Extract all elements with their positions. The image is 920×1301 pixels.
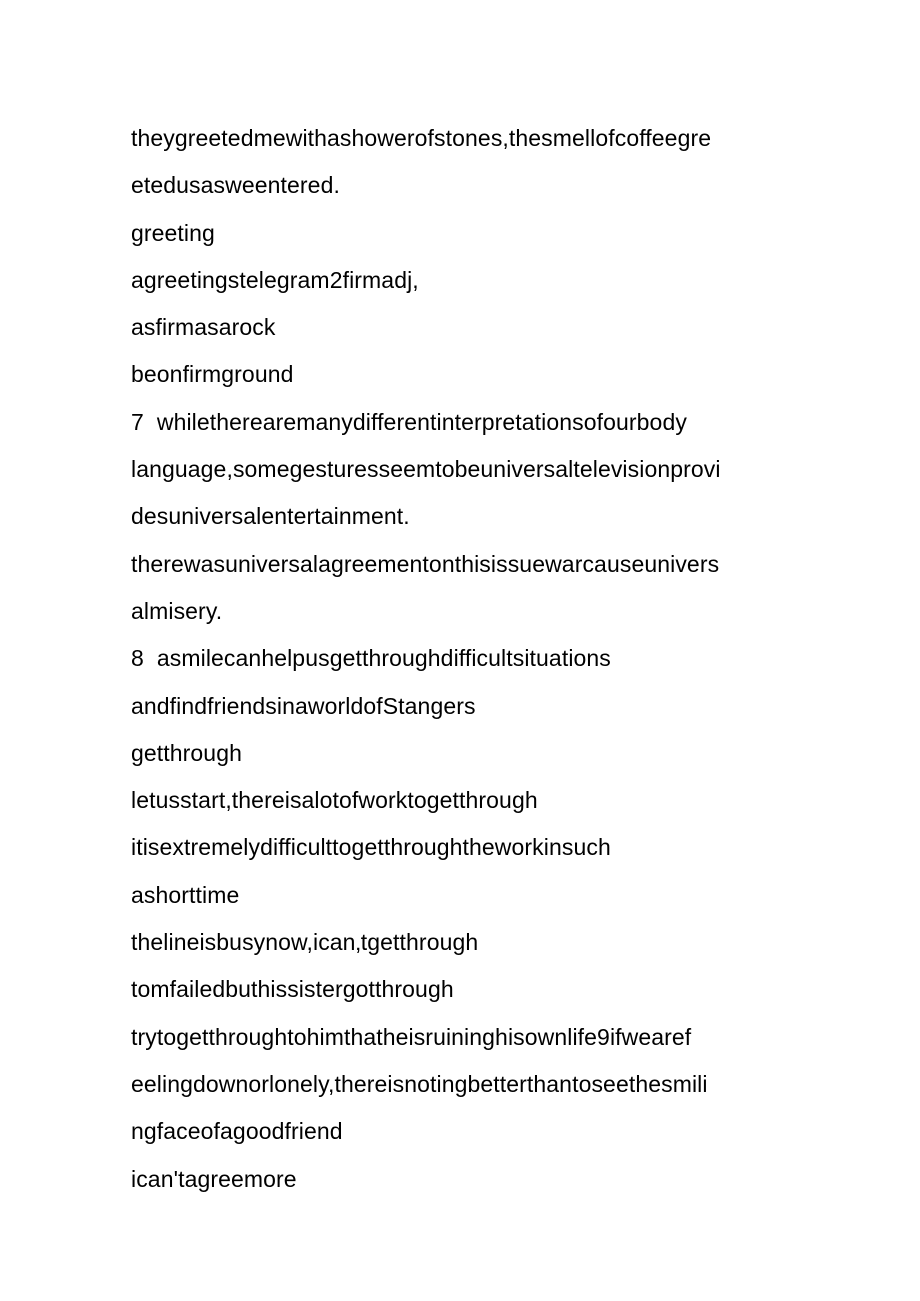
- text-line: language,somegesturesseemtobeuniversaltelevisionprovi: [131, 456, 721, 483]
- text-line: desuniversalentertainment.: [131, 503, 410, 530]
- text-line: etedusasweentered.: [131, 172, 340, 199]
- text-line: ican'tagreemore: [131, 1165, 297, 1192]
- text-line: beonfirmground: [131, 361, 294, 388]
- text-line: almisery.: [131, 597, 223, 624]
- text-line: 8 asmilecanhelpusgetthroughdifficultsituations: [131, 645, 611, 672]
- text-line: ashorttime: [131, 881, 240, 908]
- text-line: trytogetthroughtohimthatheisruininghisownlife9ifwearef: [131, 1023, 692, 1050]
- text-line: thelineisbusynow,ican‚tgetthrough: [131, 929, 479, 956]
- text-line: greeting: [131, 219, 215, 246]
- text-line: andfindfriendsinaworldofStangers: [131, 692, 476, 719]
- text-line: tomfailedbuthissistergotthrough: [131, 976, 454, 1003]
- text-line: eelingdownorlonely,thereisnotingbetterthantoseethesmili: [131, 1070, 708, 1097]
- text-line: therewasuniversalagreementonthisissuewarcauseunivers: [131, 550, 720, 577]
- text-line: ngfaceofagoodfriend: [131, 1118, 343, 1145]
- document-body: [131, 118, 811, 1206]
- text-line: letusstart,thereisalotofworktogetthrough: [131, 787, 538, 814]
- text-line: itisextremelydifficulttogetthroughtheworkinsuch: [131, 834, 611, 861]
- text-line: getthrough: [131, 739, 242, 766]
- text-line: theygreetedmewithashowerofstones,thesmellofcoffeegre: [131, 125, 712, 151]
- text-line: 7 whiletherearemanydifferentinterpretationsofourbody: [131, 408, 687, 435]
- text-line: agreetingstelegram2firmadj,: [131, 266, 419, 293]
- text-line: asfirmasarock: [131, 314, 276, 341]
